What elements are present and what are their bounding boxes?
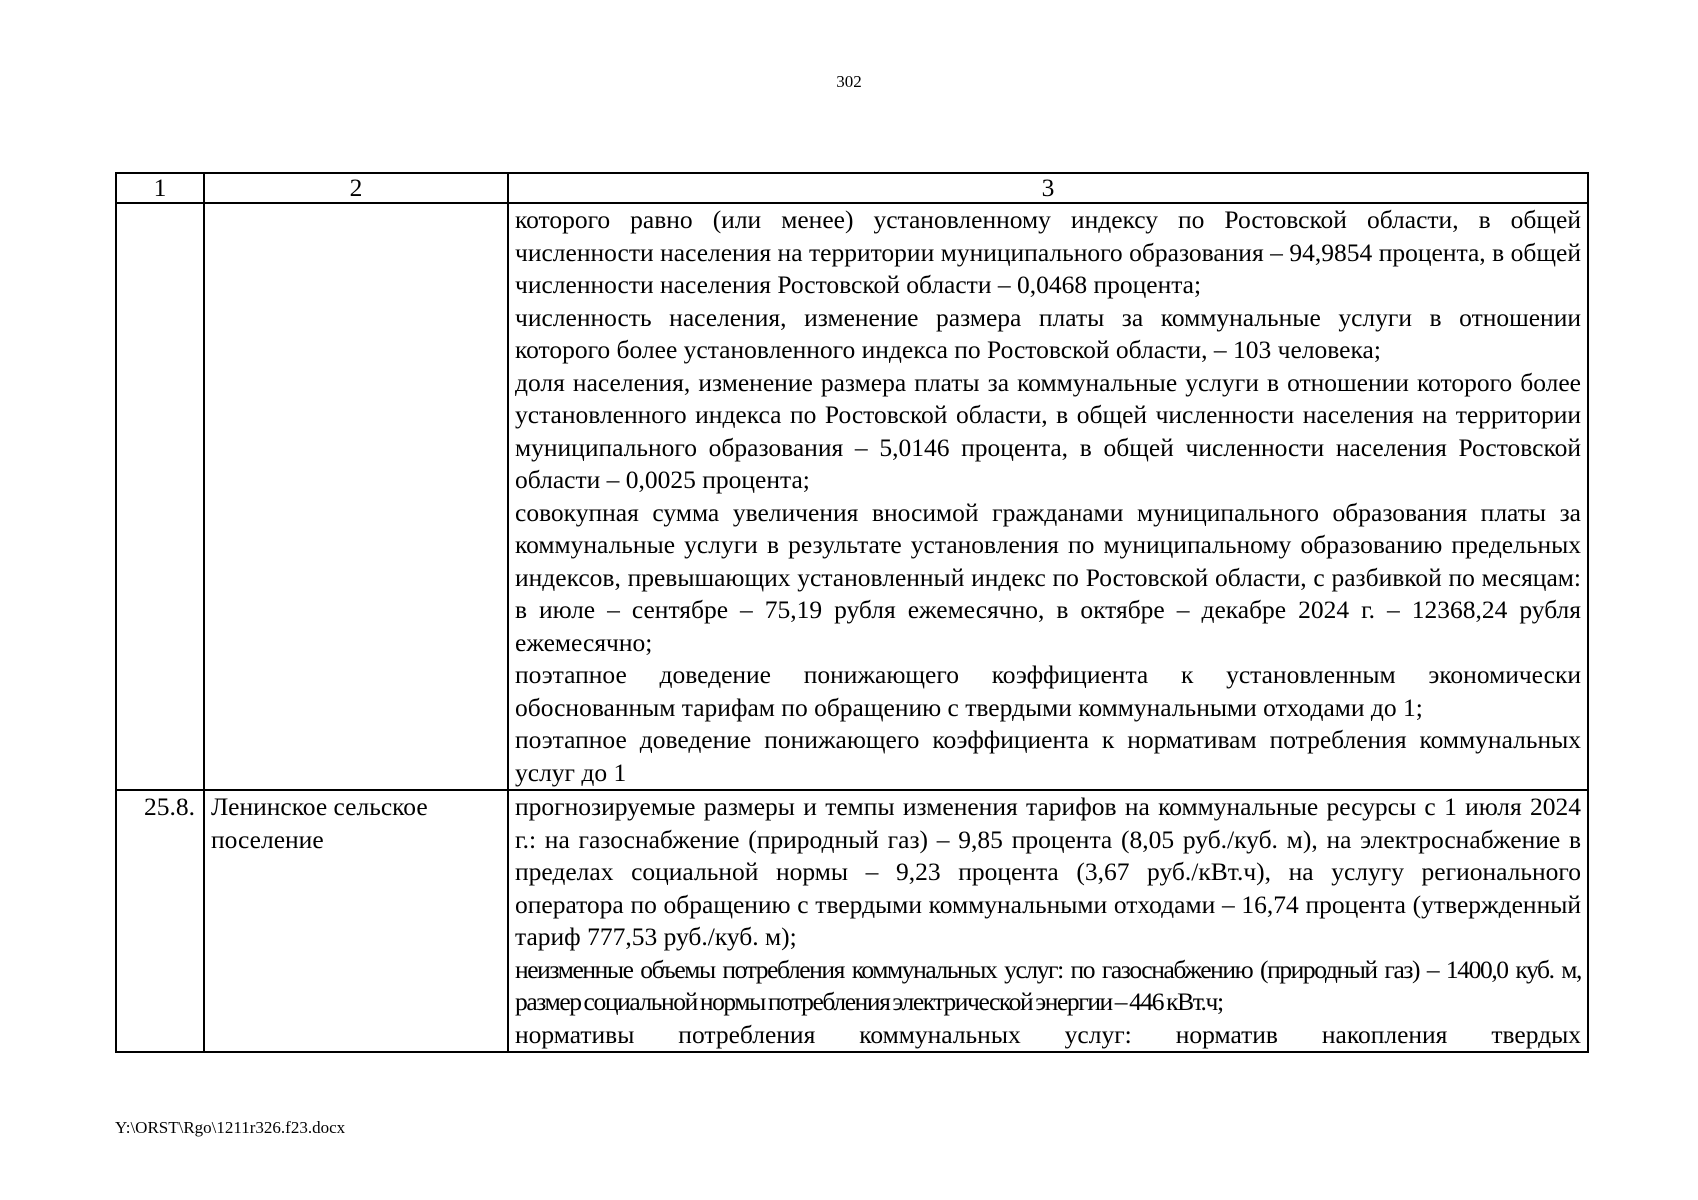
description-paragraph: доля населения, изменение размера платы за коммунальные услуги в отношении которого более установленного индекса по Ростовской области, в общей численности населения на территории муниципального образования – 5,0146 процента, в общей численности населения Ростовской области – 0,0025 процента;: [515, 367, 1581, 494]
row-number-cell: [116, 203, 204, 790]
header-cell-2: 2: [204, 173, 508, 203]
description-paragraph: численность населения, изменение размера платы за коммунальные услуги в отношении которого более установленного индекса по Ростовской области, – 103 человека;: [515, 302, 1581, 364]
description-paragraph: которого равно (или менее) установленному индексу по Ростовской области, в общей численности населения на территории муниципального образования – 94,9854 процента, в общей численности населения Ростовской области – 0,0468 процента;: [515, 205, 1581, 299]
table-row-25-8: [116, 790, 1588, 1052]
header-cell-3: 3: [508, 173, 1588, 203]
document-table: [115, 172, 1589, 1053]
description-paragraph: поэтапное доведение понижающего коэффициента к установленным экономически обоснованным тарифам по обращению с твердыми коммунальными отходами до 1;: [515, 660, 1581, 722]
description-paragraph: нормативы потребления коммунальных услуг: норматив накопления твердых: [515, 1019, 1581, 1049]
settlement-name-cell: [204, 203, 508, 790]
settlement-name-cell: Ленинское сельское поселение: [204, 790, 508, 1052]
description-paragraph: неизменные объемы потребления коммунальных услуг: по газоснабжению (природный газ) – 1400,0 куб. м, размер социальной нормы потребления электрической энергии – 446 кВт.ч;: [515, 954, 1581, 1016]
description-cell: [508, 203, 1588, 790]
footer-file-path: Y:\ORST\Rgo\1211r326.f23.docx: [115, 1118, 346, 1137]
description-cell: [508, 790, 1588, 1052]
page-number: 302: [836, 72, 862, 91]
table-row-continued: [116, 203, 1588, 790]
table-header-row: [116, 173, 1588, 203]
description-paragraph: прогнозируемые размеры и темпы изменения тарифов на коммунальные ресурсы с 1 июля 2024 г.: на газоснабжение (природный газ) – 9,85 процента (8,05 руб./куб. м), на электроснабжение в пределах социальной нормы – 9,23 процента (3,67 руб./кВт.ч), на услугу регионального оператора по обращению с твердыми коммунальными отходами – 16,74 процента (утвержденный тариф 777,53 руб./куб. м);: [515, 792, 1581, 951]
description-paragraph: поэтапное доведение понижающего коэффициента к нормативам потребления коммунальных услуг до 1: [515, 725, 1581, 787]
description-paragraph: совокупная сумма увеличения вносимой гражданами муниципального образования платы за коммунальные услуги в результате установления по муниципальному образованию предельных индексов, превышающих установленный индекс по Ростовской области, с разбивкой по месяцам: в июле – сентябре – 75,19 рубля ежемесячно, в октябре – декабре 2024 г. – 12368,24 рубля ежемесячно;: [515, 497, 1581, 657]
header-cell-1: 1: [116, 173, 204, 203]
row-number-cell: 25.8.: [116, 790, 204, 1052]
